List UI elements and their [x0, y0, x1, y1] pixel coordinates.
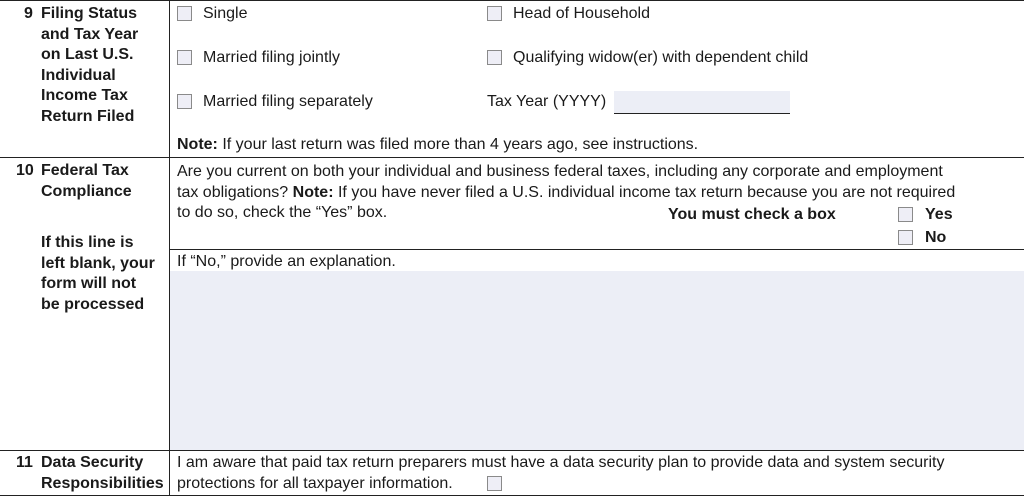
married-filing-jointly-label: Married filing jointly [203, 49, 340, 66]
must-check-box-label: You must check a box [668, 206, 836, 223]
section-10-top-rule [0, 157, 1024, 158]
section-9-note: Note: If your last return was filed more than 4 years ago, see instructions. [177, 136, 699, 153]
qualifying-widow-checkbox[interactable] [487, 50, 502, 65]
section-11-number: 11 [16, 454, 33, 471]
compliance-question: Are you current on both your individual and business federal taxes, including any corporate and employment tax obligations? Note: If you have never filed a U.S. individual income tax return because you are not required to do so, check the “Yes” box. [177, 163, 956, 221]
explanation-textarea[interactable] [170, 271, 1024, 450]
explanation-label: If “No,” provide an explanation. [177, 253, 396, 270]
single-checkbox[interactable] [177, 6, 192, 21]
data-security-text: I am aware that paid tax return preparers must have a data security plan to provide data and system security protections for all taxpayer information. [177, 454, 945, 492]
head-of-household-checkbox[interactable] [487, 6, 502, 21]
compliance-yes-label: Yes [925, 206, 953, 223]
bottom-rule [0, 495, 1024, 496]
married-filing-jointly-checkbox[interactable] [177, 50, 192, 65]
top-rule [0, 0, 1024, 1]
compliance-yes-checkbox[interactable] [898, 207, 913, 222]
tax-year-field[interactable] [614, 91, 790, 114]
tax-year-label: Tax Year (YYYY) [487, 93, 607, 110]
section-9-number: 9 [24, 5, 33, 22]
data-security-checkbox[interactable] [487, 476, 502, 491]
explanation-top-rule [170, 249, 1024, 250]
compliance-no-label: No [925, 229, 947, 246]
married-filing-separately-checkbox[interactable] [177, 94, 192, 109]
section-10-number: 10 [16, 162, 34, 179]
section-10-label: Federal Tax Compliance [41, 162, 132, 200]
section-9-label: Filing Status and Tax Year on Last U.S. Individual Income Tax Return Filed [41, 5, 139, 125]
qualifying-widow-label: Qualifying widow(er) with dependent child [513, 49, 809, 66]
section-10-warning: If this line is left blank, your form will not be processed [41, 234, 155, 313]
married-filing-separately-label: Married filing separately [203, 93, 373, 110]
section-11-label: Data Security Responsibilities [41, 454, 164, 492]
head-of-household-label: Head of Household [513, 5, 650, 22]
compliance-no-checkbox[interactable] [898, 230, 913, 245]
single-label: Single [203, 5, 248, 22]
section-11-top-rule [0, 450, 1024, 451]
